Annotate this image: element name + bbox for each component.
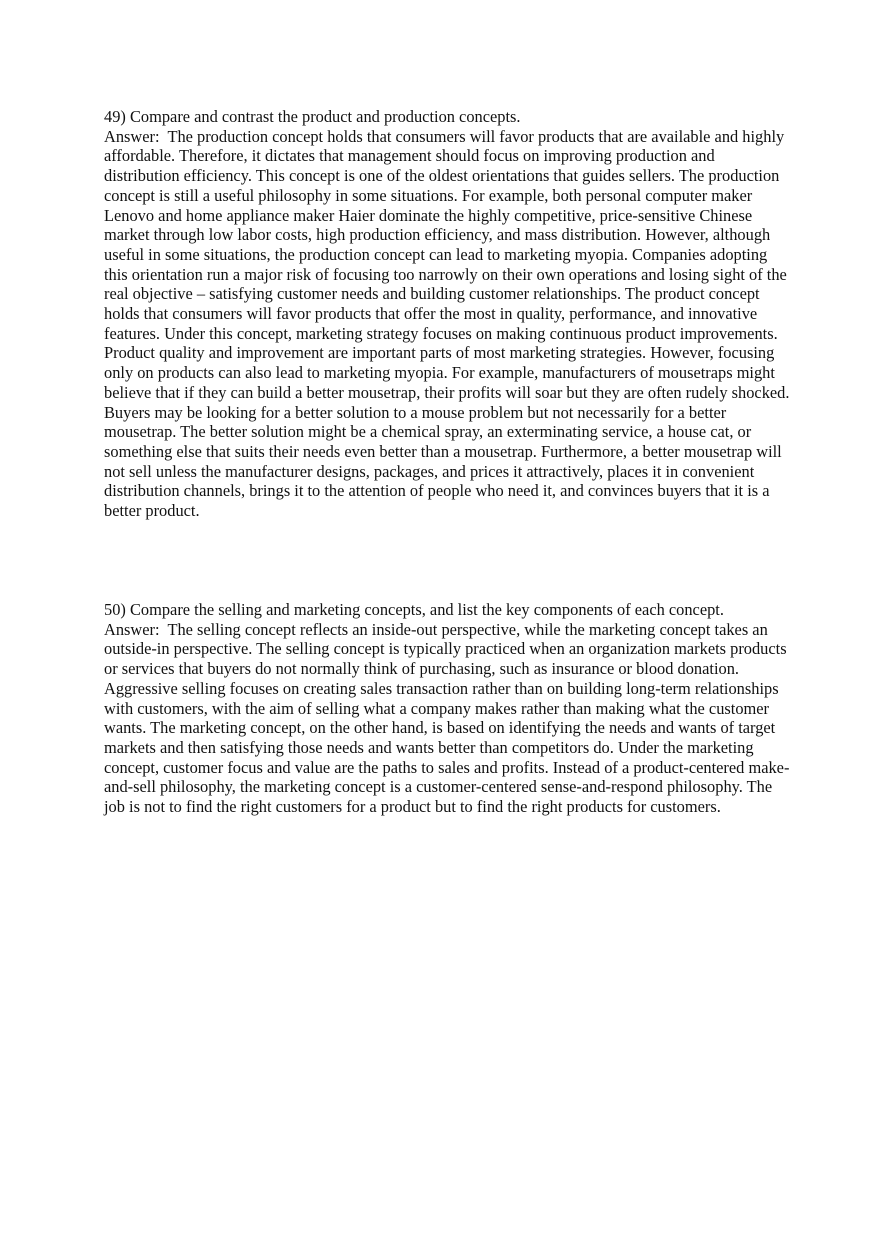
question-prompt <box>104 600 794 620</box>
question-text: Compare the selling and marketing concepts, and list the key components of each concept. <box>129 600 724 619</box>
question-50 <box>104 600 794 817</box>
question-number: 49) <box>104 107 126 126</box>
answer-label: Answer: <box>104 126 160 146</box>
answer-block <box>104 620 794 817</box>
question-prompt <box>104 107 794 127</box>
question-49 <box>104 107 794 521</box>
answer-block <box>104 127 794 521</box>
answer-label: Answer: <box>104 619 160 639</box>
question-number: 50) <box>104 600 126 619</box>
answer-text: The production concept holds that consumers will favor products that are available and highly affordable. Therefore, it dictates that management should focus on improving production and distribution efficiency. This concept is one of the oldest orientations that guides sellers. The production concept is still a useful philosophy in some situations. For example, both personal computer maker Lenovo and home appliance maker Haier dominate the highly competitive, price-sensitive Chinese market through low labor costs, high production efficiency, and mass distribution. However, although useful in some situations, the production concept can lead to marketing myopia. Companies adopting this orientation run a major risk of focusing too narrowly on their own operations and losing sight of the real objective – satisfying customer needs and building customer relationships. The product concept holds that consumers will favor products that offer the most in quality, performance, and innovative features. Under this concept, marketing strategy focuses on making continuous product improvements. Product quality and improvement are important parts of most marketing strategies. However, focusing only on products can also lead to marketing myopia. For example, manufacturers of mousetraps might believe that if they can build a better mousetrap, their profits will soar but they are often rudely shocked. Buyers may be looking for a better solution to a mouse problem but not necessarily for a better mousetrap. The better solution might be a chemical spray, an exterminating service, a house cat, or something else that suits their needs even better than a mousetrap. Furthermore, a better mousetrap will not sell unless the manufacturer designs, packages, and prices it attractively, places it in convenient distribution channels, brings it to the attention of people who need it, and convinces buyers that it is a better product. <box>104 126 794 521</box>
answer-text: The selling concept reflects an inside-out perspective, while the marketing concept takes an outside-in perspective. The selling concept is typically practiced when an organization markets products or services that buyers do not normally think of purchasing, such as insurance or blood donation. Aggressive selling focuses on creating sales transaction rather than on building long-term relationships with customers, with the aim of selling what a company makes rather than making what the customer wants. The marketing concept, on the other hand, is based on identifying the needs and wants of target markets and then satisfying those needs and wants better than competitors do. Under the marketing concept, customer focus and value are the paths to sales and profits. Instead of a product-centered make-and-sell philosophy, the marketing concept is a customer-centered sense-and-respond philosophy. The job is not to find the right customers for a product but to find the right products for customers. <box>104 619 791 817</box>
question-text: Compare and contrast the product and production concepts. <box>129 107 521 126</box>
